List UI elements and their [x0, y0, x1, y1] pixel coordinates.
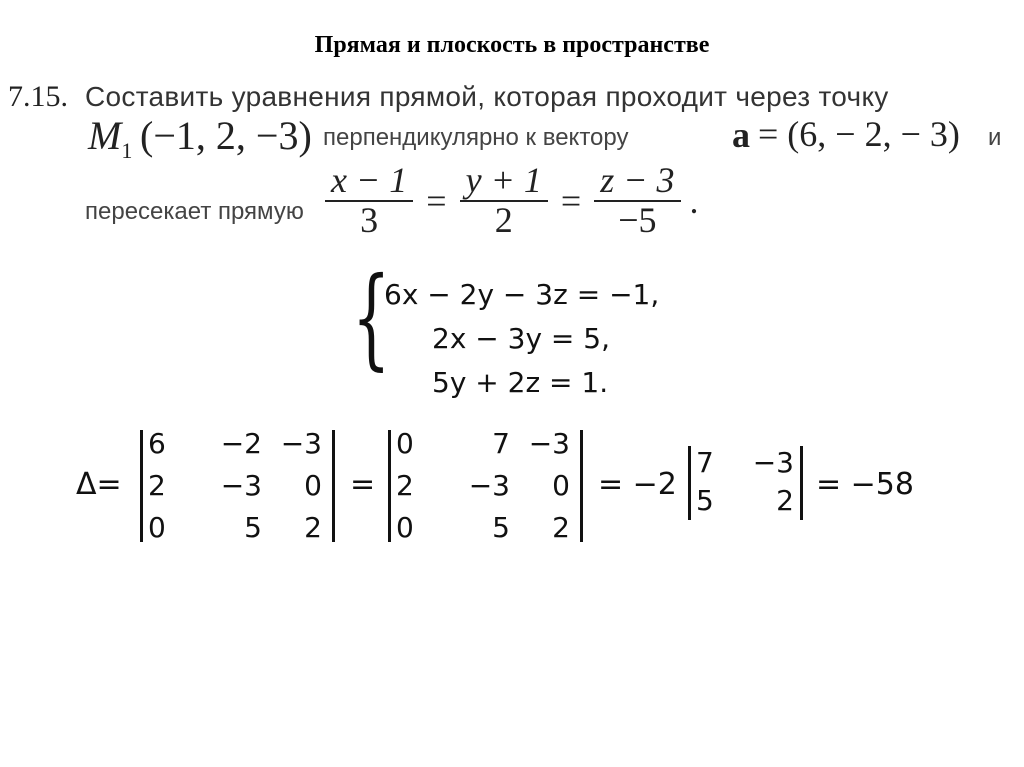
- matrix-1-left-bar: [140, 430, 143, 542]
- intersect-text: пересекает прямую: [85, 198, 304, 225]
- result: = −58: [816, 467, 914, 502]
- m1-cell: 6: [148, 427, 166, 460]
- m2-cell: 0: [552, 469, 570, 502]
- equals-sign-1: =: [350, 467, 376, 502]
- m1-cell: 2: [304, 511, 322, 544]
- m1-cell: 0: [148, 511, 166, 544]
- m1-cell: −2: [220, 427, 262, 460]
- point-coords: (−1, 2, −3): [140, 113, 312, 158]
- delta-label: Δ=: [76, 467, 122, 502]
- m2-cell: 0: [396, 427, 414, 460]
- m1-cell: 2: [148, 469, 166, 502]
- fraction-z: $\frac{z - 3}{-5}$: [594, 162, 680, 240]
- matrix-3-right-bar: [800, 446, 803, 520]
- m3-cell: 2: [776, 484, 794, 517]
- m2-cell: 2: [396, 469, 414, 502]
- matrix-2-left-bar: [388, 430, 391, 542]
- system-brace: {: [352, 253, 391, 381]
- m3-cell: 5: [696, 484, 714, 517]
- problem-number: 7.15.: [8, 80, 68, 113]
- fraction-x: $\frac{x - 1}{3}$: [325, 162, 413, 240]
- m3-cell: 7: [696, 446, 714, 479]
- m2-cell: 7: [492, 427, 510, 460]
- equals-minus-two: = −2: [598, 467, 677, 502]
- m1-cell: −3: [220, 469, 262, 502]
- page-title: Прямая и плоскость в пространстве: [314, 32, 710, 58]
- matrix-2-right-bar: [580, 430, 583, 542]
- point-name: $M_1$: [88, 113, 133, 163]
- line-equation: $\frac{x - 1}{3}$ = $\frac{y + 1}{2}$ = $\frac{z - 3}{-5}$ .: [325, 162, 699, 240]
- m1-cell: −3: [280, 427, 322, 460]
- m2-cell: 2: [552, 511, 570, 544]
- fraction-y: $\frac{y + 1}{2}$: [460, 162, 548, 240]
- m3-cell: −3: [752, 446, 794, 479]
- m2-cell: −3: [468, 469, 510, 502]
- m1-cell: 5: [244, 511, 262, 544]
- system-eq-1: 6x − 2y − 3z = −1,: [384, 278, 660, 311]
- perpendicular-text: перпендикулярно к вектору: [323, 124, 629, 151]
- vector-name: a: [732, 115, 750, 155]
- m2-cell: 5: [492, 511, 510, 544]
- system-eq-3: 5y + 2z = 1.: [432, 366, 609, 399]
- m1-cell: 0: [304, 469, 322, 502]
- matrix-3-left-bar: [688, 446, 691, 520]
- vector-value: = (6, − 2, − 3): [758, 114, 960, 154]
- m2-cell: 0: [396, 511, 414, 544]
- problem-line-1: Составить уравнения прямой, которая проходит через точку: [85, 81, 889, 112]
- matrix-1-right-bar: [332, 430, 335, 542]
- and-text: и: [988, 124, 1002, 151]
- m2-cell: −3: [528, 427, 570, 460]
- system-eq-2: 2x − 3y = 5,: [432, 322, 611, 355]
